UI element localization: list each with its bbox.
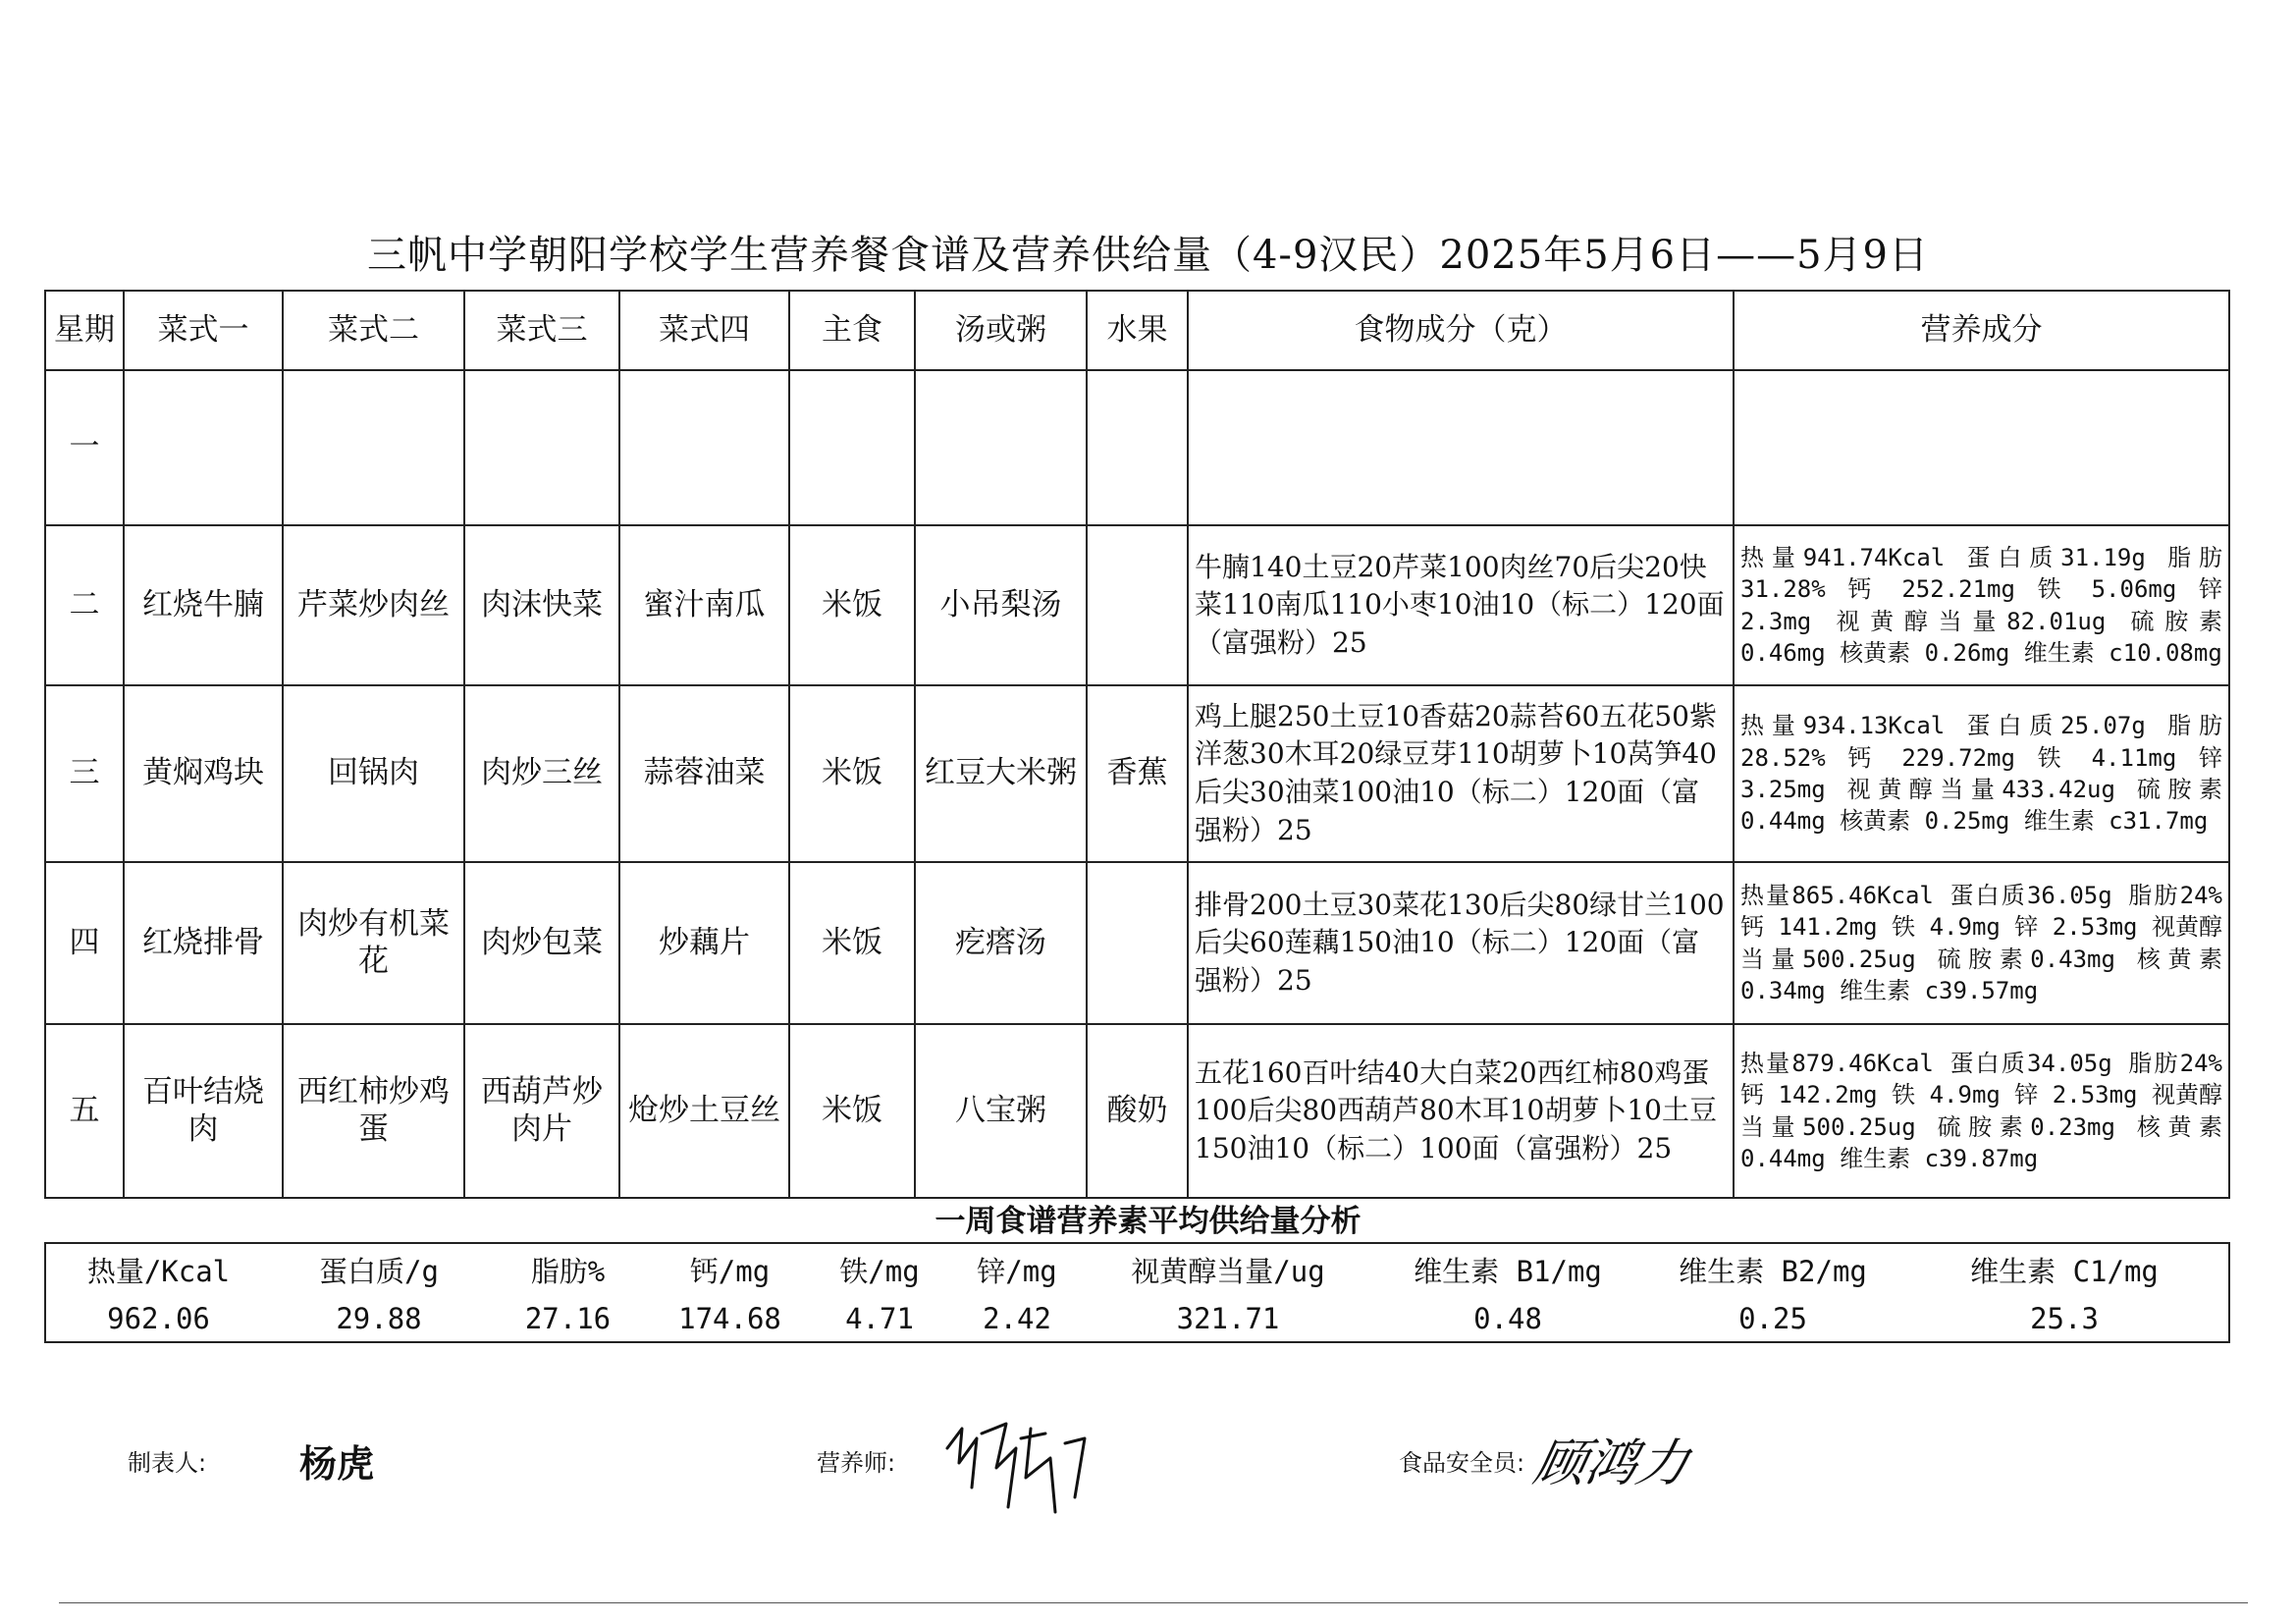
table-row [45,370,2229,525]
summary-label: 维生素 B2/mg [1679,1255,1867,1288]
cell-day: 二 [45,525,124,685]
cell-dish3: 肉炒包菜 [464,862,619,1024]
header-food: 食物成分（克） [1188,291,1734,370]
header-nutrition: 营养成分 [1734,291,2229,370]
table-row [45,685,2229,862]
cell-day: 五 [45,1024,124,1198]
summary-label: 维生素 B1/mg [1414,1255,1602,1288]
summary-title: 一周食谱营养素平均供给量分析 [934,1204,1362,1239]
summary-value: 2.42 [983,1302,1051,1335]
cell-dish3: 肉炒三丝 [464,685,619,862]
header-dish2: 菜式二 [283,291,464,370]
cell-staple: 米饭 [789,525,915,685]
header-fruit: 水果 [1087,291,1188,370]
summary-label: 锌/mg [977,1255,1057,1288]
cell-dish1: 百叶结烧肉 [124,1024,283,1198]
cell-soup: 红豆大米粥 [915,685,1087,862]
cell-nutrition: 热量934.13Kcal 蛋白质25.07g 脂肪28.52% 钙 229.72mg 铁 4.11mg 锌 3.25mg 视黄醇当量433.42ug 硫胺素 0.44mg 核黄素 0.25mg 维生素 c31.7mg [1734,685,2229,862]
cell-dish3: 西葫芦炒肉片 [464,1024,619,1198]
cell-dish4: 蜜汁南瓜 [619,525,789,685]
summary-label: 脂肪% [530,1255,606,1288]
header-day: 星期 [45,291,124,370]
summary-value-row [45,1296,2229,1342]
summary-table [44,1242,2230,1343]
cell-dish3 [464,370,619,525]
cell-staple: 米饭 [789,685,915,862]
cell-fruit: 香蕉 [1087,685,1188,862]
cell-nutrition [1734,370,2229,525]
cell-dish3: 肉沫快菜 [464,525,619,685]
table-row [45,525,2229,685]
table-row [45,1024,2229,1198]
cell-food: 牛腩140土豆20芹菜100肉丝70后尖20快菜110南瓜110小枣10油10（标二）120面（富强粉）25 [1188,525,1734,685]
summary-value: 0.48 [1473,1302,1542,1335]
cell-food: 五花160百叶结40大白菜20西红柿80鸡蛋100后尖80西葫芦80木耳10胡萝卜10土豆150油10（标二）100面（富强粉）25 [1188,1024,1734,1198]
summary-value: 0.25 [1738,1302,1807,1335]
summary-label: 钙/mg [689,1255,771,1288]
safety-officer-signature: 顾鸿力 [1528,1434,1695,1493]
maker-label: 制表人: [128,1449,207,1477]
nutritionist-signature [937,1409,1095,1527]
cell-dish4: 蒜蓉油菜 [619,685,789,862]
cell-fruit [1087,525,1188,685]
cell-food: 鸡上腿250土豆10香菇20蒜苔60五花50紫洋葱30木耳20绿豆芽110胡萝卜10莴笋40后尖30油菜100油10（标二）120面（富强粉）25 [1188,685,1734,862]
summary-value: 25.3 [2030,1302,2099,1335]
header-dish4: 菜式四 [619,291,789,370]
maker-signature: 杨虎 [299,1441,375,1486]
summary-value: 27.16 [524,1302,612,1335]
cell-day: 三 [45,685,124,862]
cell-food [1188,370,1734,525]
cell-dish1: 黄焖鸡块 [124,685,283,862]
cell-dish1: 红烧排骨 [124,862,283,1024]
cell-staple: 米饭 [789,1024,915,1198]
cell-nutrition: 热量865.46Kcal 蛋白质36.05g 脂肪24%钙 141.2mg 铁 4.9mg 锌 2.53mg 视黄醇当量500.25ug 硫胺素0.43mg 核黄素0.34mg 维生素 c39.57mg [1734,862,2229,1024]
summary-label: 视黄醇当量/ug [1131,1255,1325,1288]
summary-value: 4.71 [845,1302,914,1335]
cell-dish4: 炝炒土豆丝 [619,1024,789,1198]
cell-nutrition: 热量879.46Kcal 蛋白质34.05g 脂肪24%钙 142.2mg 铁 4.9mg 锌 2.53mg 视黄醇当量500.25ug 硫胺素0.23mg 核黄素0.44mg 维生素 c39.87mg [1734,1024,2229,1198]
nutritionist-label: 营养师: [817,1449,896,1477]
cell-day: 四 [45,862,124,1024]
cell-food: 排骨200土豆30菜花130后尖80绿甘兰100后尖60莲藕150油10（标二）120面（富强粉）25 [1188,862,1734,1024]
cell-staple: 米饭 [789,862,915,1024]
header-dish1: 菜式一 [124,291,283,370]
header-staple: 主食 [789,291,915,370]
cell-soup [915,370,1087,525]
summary-label-row [45,1243,2229,1296]
menu-table [44,290,2230,1199]
summary-label: 热量/Kcal [86,1255,231,1288]
cell-dish2 [283,370,464,525]
cell-soup: 小吊梨汤 [915,525,1087,685]
cell-dish2: 芹菜炒肉丝 [283,525,464,685]
summary-value: 174.68 [678,1302,781,1335]
summary-label: 蛋白质/g [319,1255,439,1288]
cell-dish4: 炒藕片 [619,862,789,1024]
cell-dish2: 回锅肉 [283,685,464,862]
cell-staple [789,370,915,525]
header-dish3: 菜式三 [464,291,619,370]
safety-officer-label: 食品安全员: [1399,1449,1525,1477]
header-row [45,291,2229,370]
table-row [45,862,2229,1024]
summary-value: 321.71 [1176,1302,1280,1335]
cell-dish2: 肉炒有机菜花 [283,862,464,1024]
document-title: 三帆中学朝阳学校学生营养餐食谱及营养供给量（4-9汉民）2025年5月6日——5月9日 [366,233,1929,278]
cell-fruit: 酸奶 [1087,1024,1188,1198]
cell-soup: 疙瘩汤 [915,862,1087,1024]
cell-dish4 [619,370,789,525]
cell-dish1 [124,370,283,525]
summary-value: 962.06 [107,1302,210,1335]
summary-label: 维生素 C1/mg [1970,1255,2159,1288]
cell-dish1: 红烧牛腩 [124,525,283,685]
cell-fruit [1087,862,1188,1024]
cell-day: 一 [45,370,124,525]
cell-soup: 八宝粥 [915,1024,1087,1198]
cell-dish2: 西红柿炒鸡蛋 [283,1024,464,1198]
cell-fruit [1087,370,1188,525]
header-soup: 汤或粥 [915,291,1087,370]
cell-nutrition: 热量941.74Kcal 蛋白质31.19g 脂肪31.28% 钙 252.21mg 铁 5.06mg 锌 2.3mg 视黄醇当量82.01ug 硫胺素 0.46mg 核黄素 0.26mg 维生素 c10.08mg [1734,525,2229,685]
summary-label: 铁/mg [839,1255,920,1288]
summary-value: 29.88 [336,1302,422,1335]
scan-edge-line [59,1602,2248,1603]
